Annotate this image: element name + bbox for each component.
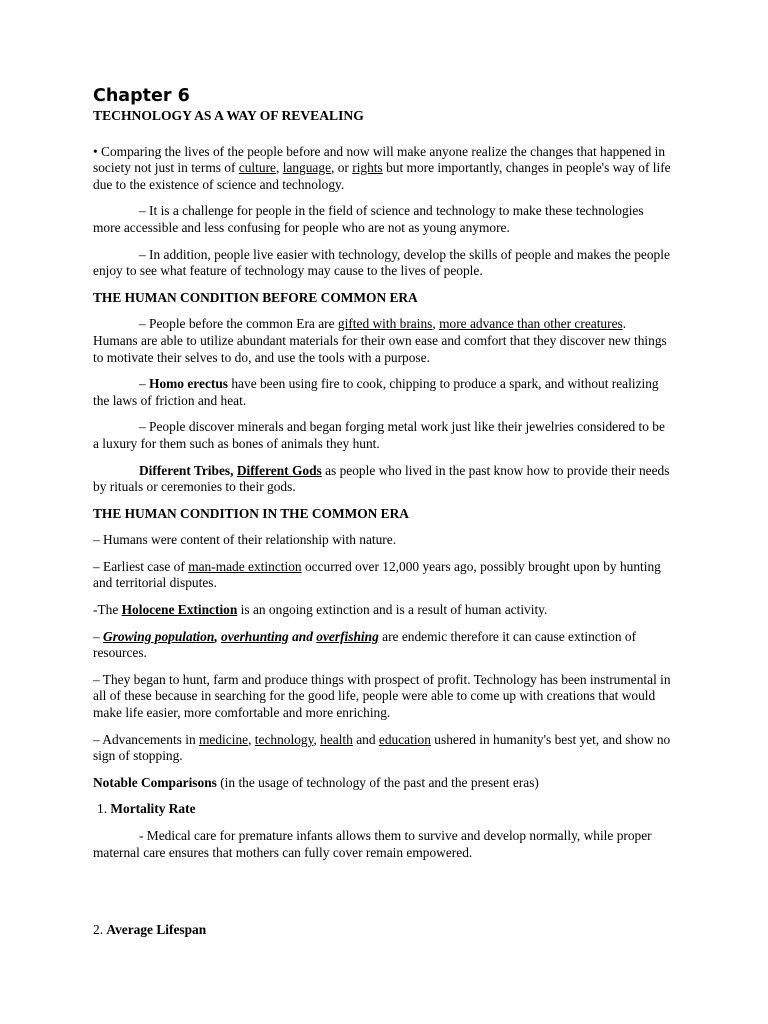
notable-comparisons: [93, 775, 672, 792]
underlined-term: health: [320, 731, 353, 747]
chapter-title: Chapter 6: [93, 86, 190, 106]
before-paragraph-3: – People discover minerals and began forging metal work just like their jewelries considered to be a luxury for them such as bones of animals they hunt.: [93, 419, 665, 451]
before-paragraph-4: [93, 463, 672, 496]
underlined-term: gifted with brains: [337, 316, 433, 332]
addition-paragraph: – In addition, people live easier with technology, develop the skills of people and makes the people enjoy to see what feature of technology may cause to the lives of people.: [93, 246, 670, 279]
text-run: are endemic therefore it can cause extinction of resources.: [93, 628, 637, 661]
bold-italic-underlined-term: overfishing: [316, 628, 379, 644]
list-number: 1.: [97, 801, 111, 817]
text-run: and: [288, 628, 317, 644]
bold-term: Mortality Rate: [110, 801, 196, 817]
list-number: 2.: [93, 922, 107, 938]
before-paragraph-1: [93, 316, 672, 366]
text-run: . Humans are able to utilize abundant materials for their own ease and comfort that they discover new things to motivate their selves to do, and use the tools with a purpose.: [93, 316, 667, 365]
text-run: ,: [214, 628, 222, 644]
underlined-term: language: [282, 160, 332, 176]
text-run: ,: [248, 731, 255, 747]
text-run: (in the usage of technology of the past and the present eras): [216, 774, 539, 790]
text-run: ,: [275, 160, 283, 176]
bold-italic-underlined-term: overhunting: [221, 628, 289, 644]
text-run: – People before the common Era are: [139, 316, 338, 332]
text-run: –: [93, 628, 104, 644]
bold-term: Average Lifespan: [106, 922, 207, 938]
text-run: ,: [230, 462, 237, 478]
challenge-paragraph: – It is a challenge for people in the field of science and technology to make these technologies more accessible and less confusing for people who are not as young anymore.: [93, 203, 644, 235]
underlined-term: education: [378, 731, 431, 747]
common-paragraph-6: [93, 732, 672, 765]
heading-common-era: THE HUMAN CONDITION IN THE COMMON ERA: [93, 505, 409, 521]
underlined-term: culture: [238, 160, 276, 176]
text-run: , or: [331, 160, 353, 176]
common-paragraph-3: [93, 602, 672, 619]
bold-term: Notable Comparisons: [93, 774, 217, 790]
bold-term: Different Tribes: [139, 462, 231, 478]
common-paragraph-1: – Humans were content of their relationship with nature.: [93, 532, 397, 548]
text-run: – Earliest case of: [93, 558, 189, 574]
heading-before-common-era: THE HUMAN CONDITION BEFORE COMMON ERA: [93, 289, 418, 305]
text-run: ,: [313, 731, 321, 747]
text-run: occurred over 12,000 years ago, possibly brought upon by hunting and territorial disputes.: [93, 558, 661, 591]
text-run: –: [139, 376, 150, 392]
text-run: -The: [93, 602, 122, 618]
list-item-average-lifespan: [93, 922, 672, 939]
mortality-rate-paragraph: - Medical care for premature infants allows them to survive and develop normally, while proper maternal care ensures that mothers can fully cover remain empowered.: [93, 828, 652, 860]
list-item-mortality-rate: [97, 801, 672, 818]
text-run: • Comparing the lives of the people before and now will make anyone realize the changes that happened in society not just in terms of: [93, 143, 666, 176]
intro-paragraph: [93, 144, 672, 194]
bold-underlined-term: Different Gods: [236, 462, 322, 478]
text-run: have been using fire to cook, chipping to produce a spark, and without realizing the laws of friction and heat.: [93, 376, 659, 408]
underlined-term: more advance than other creatures: [439, 316, 623, 332]
text-run: – Advancements in: [93, 731, 199, 747]
text-run: but more importantly, changes in people's way of life due to the existence of science and technology.: [93, 160, 671, 192]
underlined-term: medicine: [199, 731, 249, 747]
bold-underlined-term: Holocene Extinction: [121, 602, 238, 618]
before-paragraph-2: [93, 376, 672, 409]
text-run: as people who lived in the past know how to provide their needs by rituals or ceremonies to their gods.: [93, 462, 670, 495]
text-run: ,: [432, 316, 440, 332]
text-run: is an ongoing extinction and is a result of human activity.: [237, 602, 548, 618]
underlined-term: man-made extinction: [188, 558, 302, 574]
common-paragraph-4: [93, 629, 672, 662]
common-paragraph-5: – They began to hunt, farm and produce things with prospect of profit. Technology has been instrumental in all of these because in searching for the good life, people were able to come up with creations that would make life easier, more comfortable and more enriching.: [93, 671, 671, 721]
chapter-subtitle: TECHNOLOGY AS A WAY OF REVEALING: [93, 108, 364, 123]
text-run: ushered in humanity's best yet, and show no sign of stopping.: [93, 731, 671, 764]
common-paragraph-2: [93, 559, 672, 592]
bold-italic-underlined-term: Growing population: [103, 628, 215, 644]
bold-term: Homo erectus: [149, 376, 229, 392]
text-run: and: [352, 731, 379, 747]
underlined-term: rights: [352, 160, 383, 176]
underlined-term: technology: [254, 731, 314, 747]
